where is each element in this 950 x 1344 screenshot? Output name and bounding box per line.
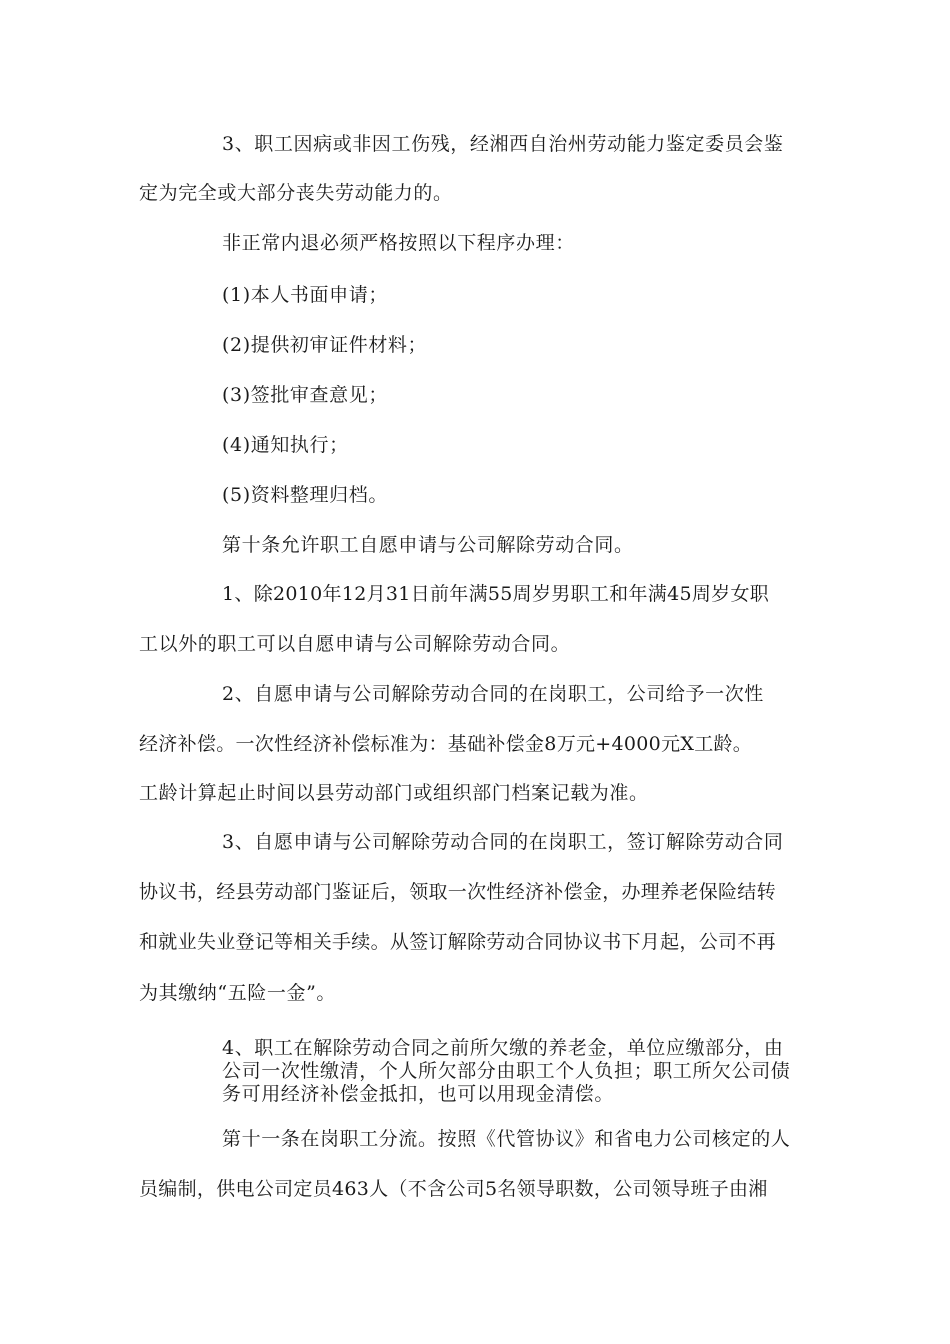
procedure-step: (3)签批审查意见；	[222, 384, 388, 406]
paragraph-line: 为其缴纳“五险一金”。	[139, 982, 337, 1004]
paragraph-line: 工龄计算起止时间以县劳动部门或组织部门档案记载为准。	[139, 782, 649, 804]
procedure-step: (5)资料整理归档。	[222, 484, 388, 506]
article-heading: 第十条允许职工自愿申请与公司解除劳动合同。	[222, 534, 634, 556]
paragraph-line: 经济补偿。一次性经济补偿标准为：基础补偿金8万元+4000元X工龄。	[139, 733, 753, 755]
paragraph-line: 公司一次性缴清，个人所欠部分由职工个人负担；职工所欠公司债	[222, 1060, 791, 1082]
paragraph-line: 1、除2010年12月31日前年满55周岁男职工和年满45周岁女职	[222, 583, 770, 605]
paragraph-line: 和就业失业登记等相关手续。从签订解除劳动合同协议书下月起，公司不再	[139, 931, 776, 953]
article-heading: 第十一条在岗职工分流。按照《代管协议》和省电力公司核定的人	[222, 1128, 791, 1150]
paragraph-line: 2、自愿申请与公司解除劳动合同的在岗职工，公司给予一次性	[222, 683, 764, 705]
procedure-step: (2)提供初审证件材料；	[222, 334, 428, 356]
procedure-step: (4)通知执行；	[222, 434, 349, 456]
paragraph-line: 3、职工因病或非因工伤残，经湘西自治州劳动能力鉴定委员会鉴	[222, 133, 784, 155]
paragraph-line: 工以外的职工可以自愿申请与公司解除劳动合同。	[139, 633, 571, 655]
paragraph-line: 定为完全或大部分丧失劳动能力的。	[139, 182, 453, 204]
paragraph-line: 务可用经济补偿金抵扣，也可以用现金清偿。	[222, 1083, 615, 1105]
paragraph-line: 3、自愿申请与公司解除劳动合同的在岗职工，签订解除劳动合同	[222, 831, 784, 853]
paragraph-line: 4、职工在解除劳动合同之前所欠缴的养老金，单位应缴部分，由	[222, 1037, 784, 1059]
paragraph-line: 员编制，供电公司定员463人（不含公司5名领导职数，公司领导班子由湘	[139, 1178, 768, 1200]
procedure-heading: 非正常内退必须严格按照以下程序办理：	[222, 232, 575, 254]
paragraph-line: 协议书，经县劳动部门鉴证后，领取一次性经济补偿金，办理养老保险结转	[139, 881, 776, 903]
procedure-step: (1)本人书面申请；	[222, 284, 388, 306]
